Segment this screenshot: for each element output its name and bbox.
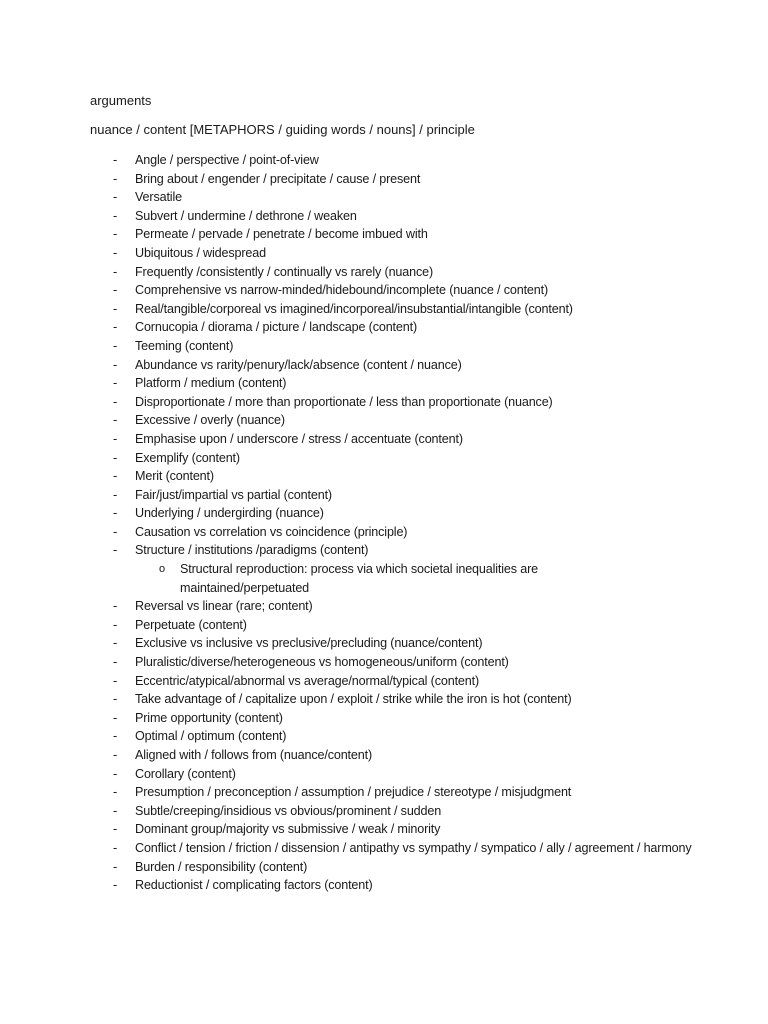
list-item	[0, 839, 768, 858]
list-item-text: Subtle/creeping/insidious vs obvious/prominent / sudden	[135, 803, 442, 818]
list-item-text: Structure / institutions /paradigms (content)	[135, 543, 369, 558]
list-item	[0, 337, 768, 356]
list-item	[0, 672, 768, 691]
list-item	[0, 170, 768, 189]
dash-marker: -	[113, 822, 118, 837]
list-item	[0, 523, 768, 542]
dash-marker: -	[113, 617, 118, 632]
list-item-text: Presumption / preconception / assumption / prejudice / stereotype / misjudgment	[135, 785, 572, 800]
list-item-text: Ubiquitous / widespread	[135, 245, 266, 260]
dash-marker: -	[113, 878, 118, 893]
circle-marker: o	[159, 563, 165, 576]
list-item	[0, 597, 768, 616]
dash-marker: -	[113, 543, 118, 558]
list-item	[0, 541, 768, 560]
sub-list-item	[0, 560, 768, 597]
dash-marker: -	[113, 245, 118, 260]
list-item	[0, 653, 768, 672]
list-item	[0, 411, 768, 430]
dash-marker: -	[113, 394, 118, 409]
dash-marker: -	[113, 506, 118, 521]
list-item	[0, 356, 768, 375]
dash-marker: -	[113, 301, 118, 316]
list-item-text: Comprehensive vs narrow-minded/hidebound/incomplete (nuance / content)	[135, 283, 549, 298]
dash-marker: -	[113, 264, 118, 279]
list-item-text: Emphasise upon / underscore / stress / accentuate (content)	[135, 431, 463, 446]
dash-marker: -	[113, 153, 118, 167]
list-item	[0, 858, 768, 877]
list-item-text: Conflict / tension / friction / dissension / antipathy vs sympathy / sympatico / ally / agreement / harmony	[135, 840, 692, 855]
dash-marker: -	[113, 338, 118, 353]
list-item	[0, 634, 768, 653]
dash-marker: -	[113, 469, 118, 484]
dash-marker: -	[113, 785, 118, 800]
document-title: arguments	[90, 93, 152, 108]
dash-marker: -	[113, 655, 118, 670]
list-item-text: Perpetuate (content)	[135, 617, 247, 632]
list-item	[0, 263, 768, 282]
list-item-text: Bring about / engender / precipitate / cause / present	[135, 171, 421, 186]
list-item	[0, 449, 768, 468]
list-item	[0, 504, 768, 523]
list-item-text: Corollary (content)	[135, 766, 236, 781]
sub-list-item-text: Structural reproduction: process via which societal inequalities are maintained/perpetuated	[180, 562, 539, 595]
list-item	[0, 430, 768, 449]
dash-marker: -	[113, 766, 118, 781]
list-item	[0, 281, 768, 300]
list-item-text: Causation vs correlation vs coincidence (principle)	[135, 524, 408, 539]
list-item-text: Cornucopia / diorama / picture / landscape (content)	[135, 320, 418, 335]
dash-marker: -	[113, 487, 118, 502]
list-item-text: Subvert / undermine / dethrone / weaken	[135, 208, 357, 223]
dash-marker: -	[113, 710, 118, 725]
dash-marker: -	[113, 208, 118, 223]
dash-marker: -	[113, 599, 118, 614]
dash-marker: -	[113, 673, 118, 688]
list-item	[0, 374, 768, 393]
list-item-text: Prime opportunity (content)	[135, 710, 283, 725]
list-item	[0, 486, 768, 505]
dash-marker: -	[113, 227, 118, 242]
list-item-text: Exemplify (content)	[135, 450, 240, 465]
list-item	[0, 318, 768, 337]
list-item	[0, 244, 768, 263]
dash-marker: -	[113, 320, 118, 335]
dash-marker: -	[113, 450, 118, 465]
dash-marker: -	[113, 803, 118, 818]
dash-marker: -	[113, 413, 118, 428]
list-item	[0, 709, 768, 728]
list-item-text: Reversal vs linear (rare; content)	[135, 599, 313, 614]
dash-marker: -	[113, 692, 118, 707]
list-item	[0, 393, 768, 412]
list-item-text: Eccentric/atypical/abnormal vs average/normal/typical (content)	[135, 673, 480, 688]
dash-marker: -	[113, 859, 118, 874]
bullet-list	[0, 151, 768, 895]
list-item	[0, 225, 768, 244]
dash-marker: -	[113, 729, 118, 744]
list-item-text: Versatile	[135, 190, 182, 205]
list-item-text: Fair/just/impartial vs partial (content)	[135, 487, 332, 502]
list-item-text: Angle / perspective / point-of-view	[135, 153, 319, 167]
list-item	[0, 727, 768, 746]
list-item-text: Reductionist / complicating factors (content)	[135, 878, 373, 893]
list-item	[0, 746, 768, 765]
dash-marker: -	[113, 748, 118, 762]
document-subtitle: nuance / content [METAPHORS / guiding words / nouns] / principle	[90, 122, 475, 137]
list-item-text: Excessive / overly (nuance)	[135, 413, 285, 428]
list-item-text: Frequently /consistently / continually vs rarely (nuance)	[135, 264, 434, 279]
dash-marker: -	[113, 636, 118, 651]
list-item-text: Optimal / optimum (content)	[135, 729, 287, 744]
list-item-text: Abundance vs rarity/penury/lack/absence (content / nuance)	[135, 357, 462, 372]
list-item	[0, 467, 768, 486]
dash-marker: -	[113, 283, 118, 298]
list-item-text: Teeming (content)	[135, 338, 234, 353]
dash-marker: -	[113, 524, 118, 539]
list-item-text: Real/tangible/corporeal vs imagined/incorporeal/insubstantial/intangible (content)	[135, 301, 573, 316]
list-item	[0, 300, 768, 319]
list-item-text: Platform / medium (content)	[135, 376, 287, 391]
list-item-text: Underlying / undergirding (nuance)	[135, 506, 324, 521]
list-item	[0, 783, 768, 802]
list-item-text: Take advantage of / capitalize upon / exploit / strike while the iron is hot (content)	[135, 692, 572, 707]
list-item-text: Permeate / pervade / penetrate / become imbued with	[135, 227, 428, 242]
dash-marker: -	[113, 840, 118, 855]
list-item	[0, 616, 768, 635]
list-item	[0, 151, 768, 170]
list-item-text: Disproportionate / more than proportionate / less than proportionate (nuance)	[135, 394, 553, 409]
dash-marker: -	[113, 190, 118, 205]
list-item	[0, 207, 768, 226]
list-item	[0, 802, 768, 821]
list-item-text: Pluralistic/diverse/heterogeneous vs homogeneous/uniform (content)	[135, 655, 509, 670]
list-item	[0, 876, 768, 895]
list-item-text: Burden / responsibility (content)	[135, 859, 308, 874]
list-item	[0, 188, 768, 207]
dash-marker: -	[113, 171, 118, 186]
list-item-text: Merit (content)	[135, 469, 214, 484]
list-item-text: Dominant group/majority vs submissive / weak / minority	[135, 822, 441, 837]
list-item-text: Aligned with / follows from (nuance/content)	[135, 748, 372, 762]
list-item	[0, 765, 768, 784]
list-item-text: Exclusive vs inclusive vs preclusive/precluding (nuance/content)	[135, 636, 483, 651]
dash-marker: -	[113, 357, 118, 372]
list-item	[0, 820, 768, 839]
dash-marker: -	[113, 376, 118, 391]
list-item	[0, 690, 768, 709]
dash-marker: -	[113, 431, 118, 446]
